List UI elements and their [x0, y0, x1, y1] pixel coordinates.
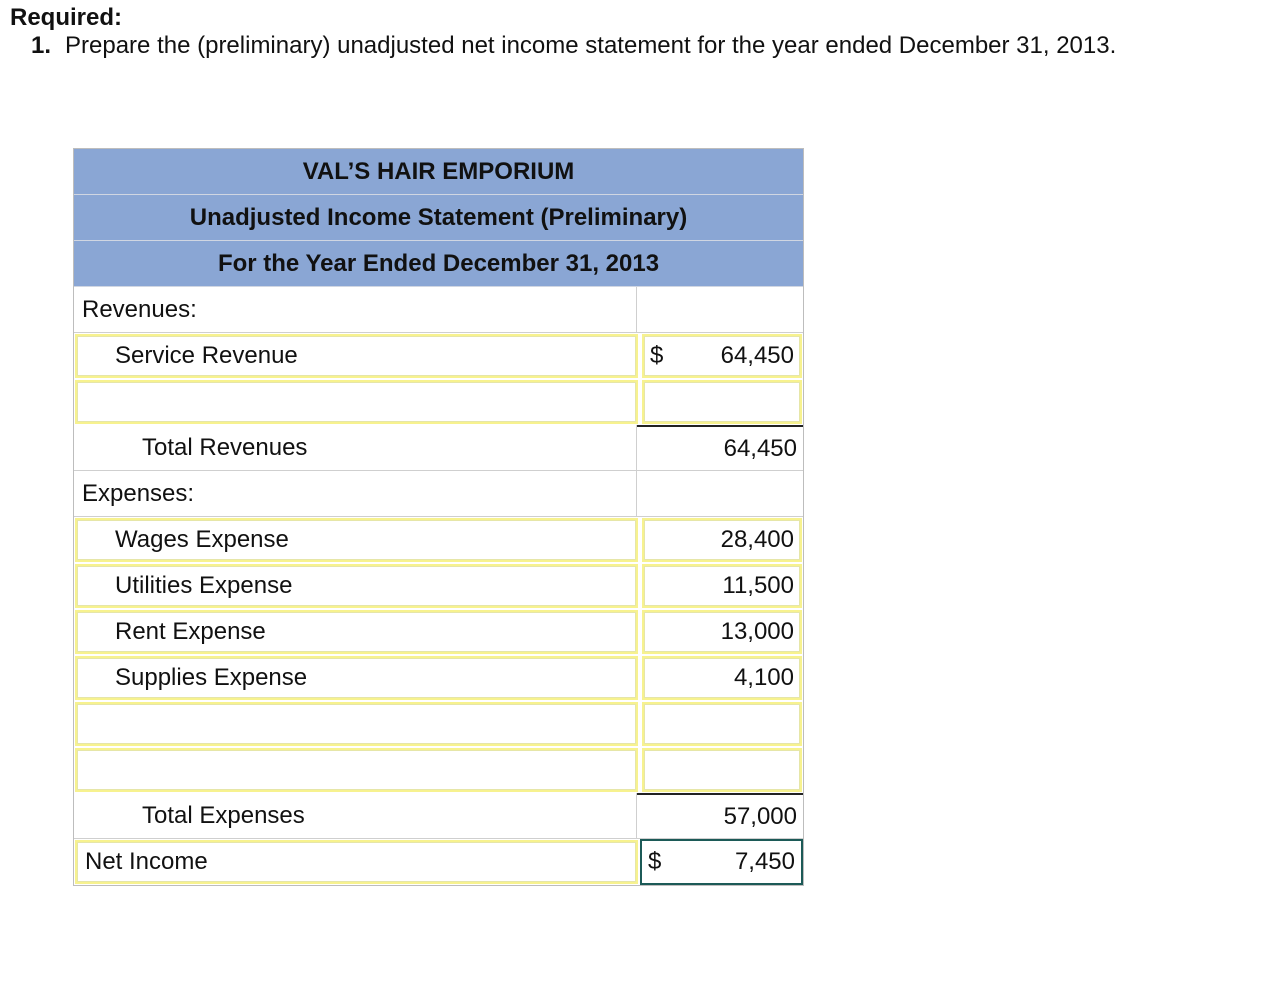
currency-symbol: $	[648, 848, 662, 875]
requirement-item	[31, 32, 1116, 60]
net-income-amount-input[interactable]	[640, 839, 803, 885]
expense-amount-value: 13,000	[720, 618, 794, 645]
expense-amount-input[interactable]	[642, 702, 802, 746]
revenue-amount-input[interactable]	[642, 380, 802, 424]
expense-account-input[interactable]: Wages Expense	[75, 518, 638, 562]
total-revenues-row	[74, 425, 803, 471]
total-revenues-amount	[637, 425, 803, 471]
expense-amount-input[interactable]	[642, 518, 802, 562]
expense-account-input[interactable]: Supplies Expense	[75, 656, 638, 700]
expense-account-input[interactable]	[75, 702, 638, 746]
revenue-account-input[interactable]: Service Revenue	[75, 334, 638, 378]
net-income-value: 7,450	[734, 848, 795, 875]
statement-period: For the Year Ended December 31, 2013	[74, 241, 803, 287]
expenses-section-row	[74, 471, 803, 517]
expense-amount-value: 4,100	[733, 664, 794, 691]
company-name: VAL’S HAIR EMPORIUM	[74, 149, 803, 195]
expense-amount-input[interactable]	[642, 564, 802, 608]
table-row	[74, 379, 803, 425]
table-row	[74, 747, 803, 793]
expense-amount-value: 11,500	[722, 572, 794, 599]
table-row	[74, 701, 803, 747]
table-row	[74, 517, 803, 563]
expense-amount-input[interactable]	[642, 610, 802, 654]
requirement-text: Prepare the (preliminary) unadjusted net income statement for the year ended December 31, 2013.	[65, 32, 1117, 59]
expenses-label: Expenses:	[74, 471, 637, 517]
table-row	[74, 609, 803, 655]
total-revenues-label: Total Revenues	[74, 425, 637, 471]
total-expenses-label: Total Expenses	[74, 793, 637, 839]
table-row	[74, 333, 803, 379]
net-income-label-input[interactable]: Net Income	[75, 840, 638, 884]
expense-amount-input[interactable]	[642, 748, 802, 792]
table-row	[74, 563, 803, 609]
revenues-label: Revenues:	[74, 287, 637, 333]
table-row	[74, 655, 803, 701]
required-heading: Required:	[10, 4, 123, 31]
total-expenses-row	[74, 793, 803, 839]
currency-symbol: $	[650, 342, 664, 369]
income-statement-table	[73, 148, 804, 886]
revenues-section-row	[74, 287, 803, 333]
expense-amount-input[interactable]	[642, 656, 802, 700]
expense-amount-value: 28,400	[720, 526, 794, 553]
total-expenses-amount	[637, 793, 803, 839]
net-income-row	[74, 839, 803, 885]
total-revenues-value: 64,450	[723, 434, 797, 462]
revenue-amount-value: 64,450	[720, 342, 794, 369]
expense-account-input[interactable]	[75, 748, 638, 792]
revenues-amount-blank	[637, 287, 803, 333]
statement-title: Unadjusted Income Statement (Preliminary)	[74, 195, 803, 241]
total-expenses-value: 57,000	[723, 802, 797, 830]
requirement-number: 1.	[31, 32, 52, 59]
expenses-amount-blank	[637, 471, 803, 517]
revenue-account-input[interactable]	[75, 380, 638, 424]
expense-account-input[interactable]: Utilities Expense	[75, 564, 638, 608]
expense-account-input[interactable]: Rent Expense	[75, 610, 638, 654]
revenue-amount-input[interactable]	[642, 334, 802, 378]
